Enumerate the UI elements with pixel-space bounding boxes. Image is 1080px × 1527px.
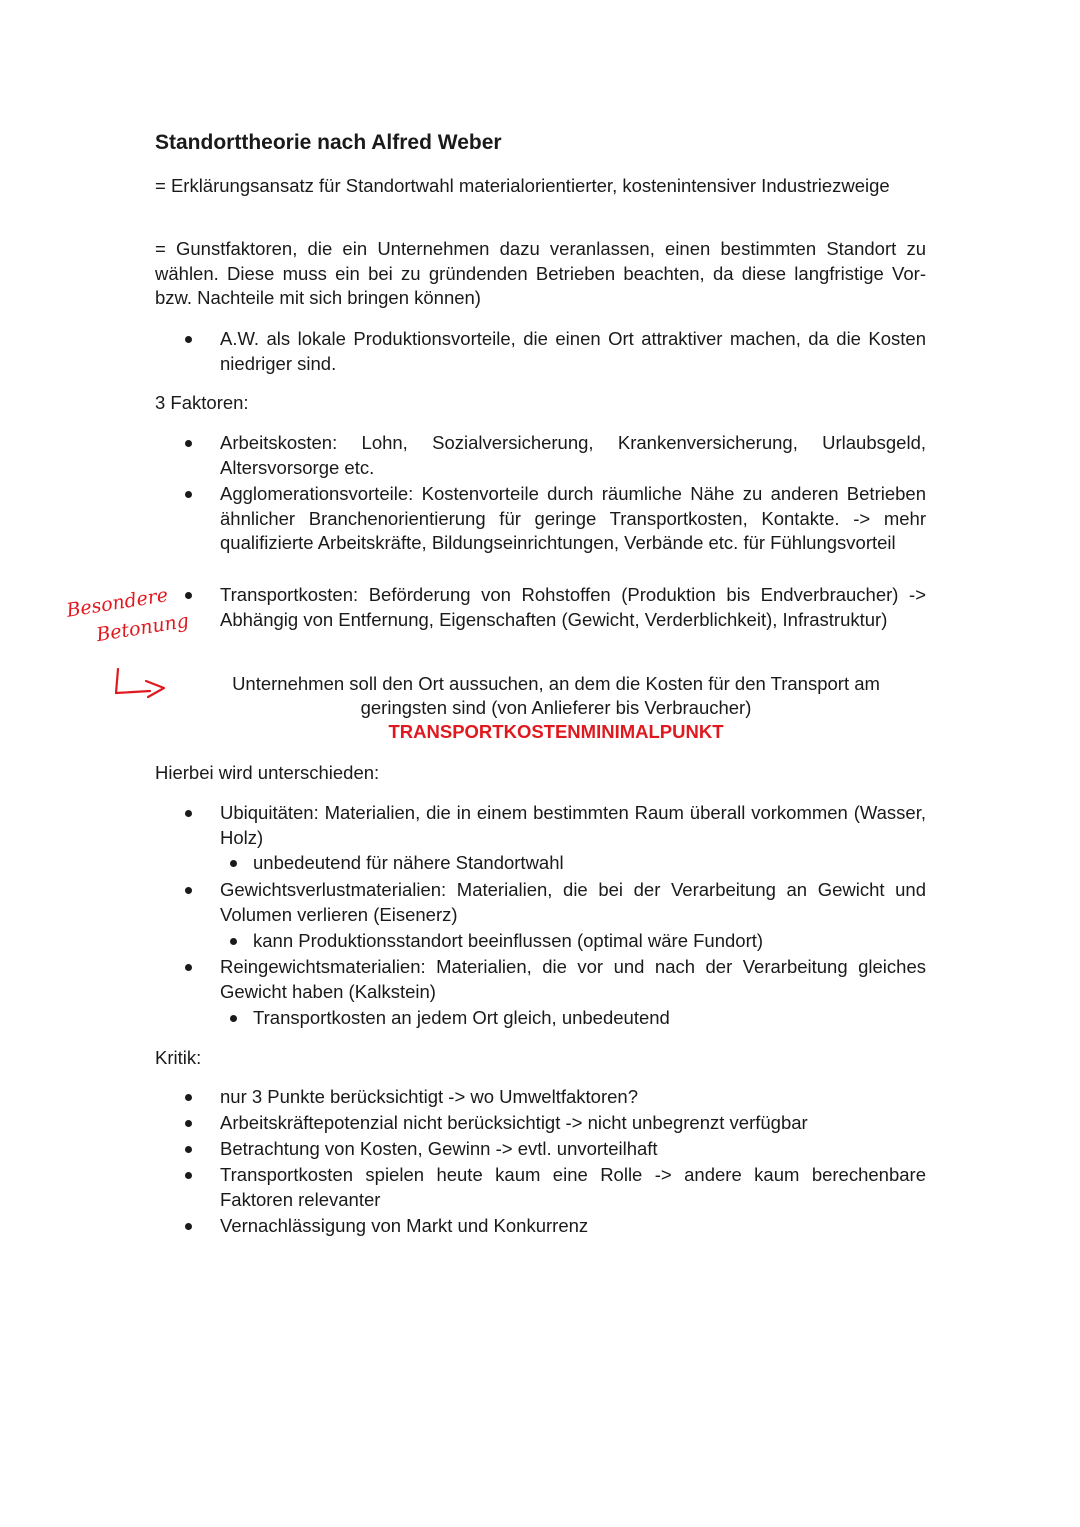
factors-heading: 3 Faktoren: xyxy=(155,392,249,413)
conclusion-line2: geringsten sind (von Anlieferer bis Verbraucher) xyxy=(360,697,752,718)
bullet-dot xyxy=(185,592,192,599)
bullet-dot xyxy=(185,1146,192,1153)
material-sub-item: unbedeutend für nähere Standortwahl xyxy=(253,852,564,873)
bullet-dot xyxy=(185,1223,192,1230)
conclusion-emphasis: TRANSPORTKOSTENMINIMALPUNKT xyxy=(388,721,724,742)
handwritten-note-line1: Besondere xyxy=(64,584,170,622)
critique-item: nur 3 Punkte berücksichtigt -> wo Umweltfaktoren? xyxy=(220,1086,638,1107)
sub-bullet-dot xyxy=(230,1015,237,1022)
material-item: Ubiquitäten: Materialien, die in einem bestimmten Raum überall vorkommen (Wasser, Holz) xyxy=(220,802,926,848)
sub-bullet-dot xyxy=(230,860,237,867)
bullet-dot xyxy=(185,1094,192,1101)
bullet-dot xyxy=(185,440,192,447)
bullet-dot xyxy=(185,964,192,971)
intro-bullet: A.W. als lokale Produktionsvorteile, die einen Ort attraktiver machen, da die Kosten niedriger sind. xyxy=(220,328,926,374)
factor-item: Arbeitskosten: Lohn, Sozialversicherung, Krankenversicherung, Urlaubsgeld, Altersvorsorge etc. xyxy=(220,432,926,478)
materials-heading: Hierbei wird unterschieden: xyxy=(155,762,380,783)
critique-item: Betrachtung von Kosten, Gewinn -> evtl. unvorteilhaft xyxy=(220,1138,658,1159)
bullet-dot xyxy=(185,810,192,817)
critique-item: Vernachlässigung von Markt und Konkurrenz xyxy=(220,1215,589,1236)
page-title: Standorttheorie nach Alfred Weber xyxy=(155,131,502,154)
handwritten-arrow-icon xyxy=(108,665,172,701)
critique-item: Transportkosten spielen heute kaum eine Rolle -> andere kaum berechenbare Faktoren relevanter xyxy=(220,1164,926,1210)
conclusion-line1: Unternehmen soll den Ort aussuchen, an dem die Kosten für den Transport am xyxy=(232,673,880,694)
bullet-dot xyxy=(185,1172,192,1179)
material-item: Gewichtsverlustmaterialien: Materialien, die bei der Verarbeitung an Gewicht und Volumen verlieren (Eisenerz) xyxy=(220,879,926,925)
material-sub-item: Transportkosten an jedem Ort gleich, unbedeutend xyxy=(253,1007,670,1028)
bullet-dot xyxy=(185,336,192,343)
bullet-dot xyxy=(185,491,192,498)
bullet-dot xyxy=(185,1120,192,1127)
factor-item: Transportkosten: Beförderung von Rohstoffen (Produktion bis Endverbraucher) -> Abhängig von Entfernung, Eigenschaften (Gewicht, Verderblichkeit), Infrastruktur) xyxy=(220,584,926,630)
bullet-dot xyxy=(185,887,192,894)
critique-heading: Kritik: xyxy=(155,1047,202,1068)
critique-item: Arbeitskräftepotenzial nicht berücksichtigt -> nicht unbegrenzt verfügbar xyxy=(220,1112,808,1133)
factor-item: Agglomerationsvorteile: Kostenvorteile durch räumliche Nähe zu anderen Betrieben ähnlicher Branchenorientierung für geringe Transportkosten, Kontakte. -> mehr qualifizierte Arbeitskräfte, Bildungseinrichtungen, Verbände etc. für Fühlungsvorteil xyxy=(220,483,926,553)
sub-bullet-dot xyxy=(230,938,237,945)
definition-2: = Gunstfaktoren, die ein Unternehmen dazu veranlassen, einen bestimmten Standort zu wählen. Diese muss ein bei zu gründenden Betrieben beachten, da diese langfristige Vor- bzw. Nachteile mit sich bringen können) xyxy=(155,238,926,308)
handwritten-note-line2: Betonung xyxy=(94,609,191,647)
material-sub-item: kann Produktionsstandort beeinflussen (optimal wäre Fundort) xyxy=(253,930,764,951)
material-item: Reingewichtsmaterialien: Materialien, die vor und nach der Verarbeitung gleiches Gewicht haben (Kalkstein) xyxy=(220,956,926,1002)
definition-1: = Erklärungsansatz für Standortwahl materialorientierter, kostenintensiver Industriezweige xyxy=(155,175,890,196)
